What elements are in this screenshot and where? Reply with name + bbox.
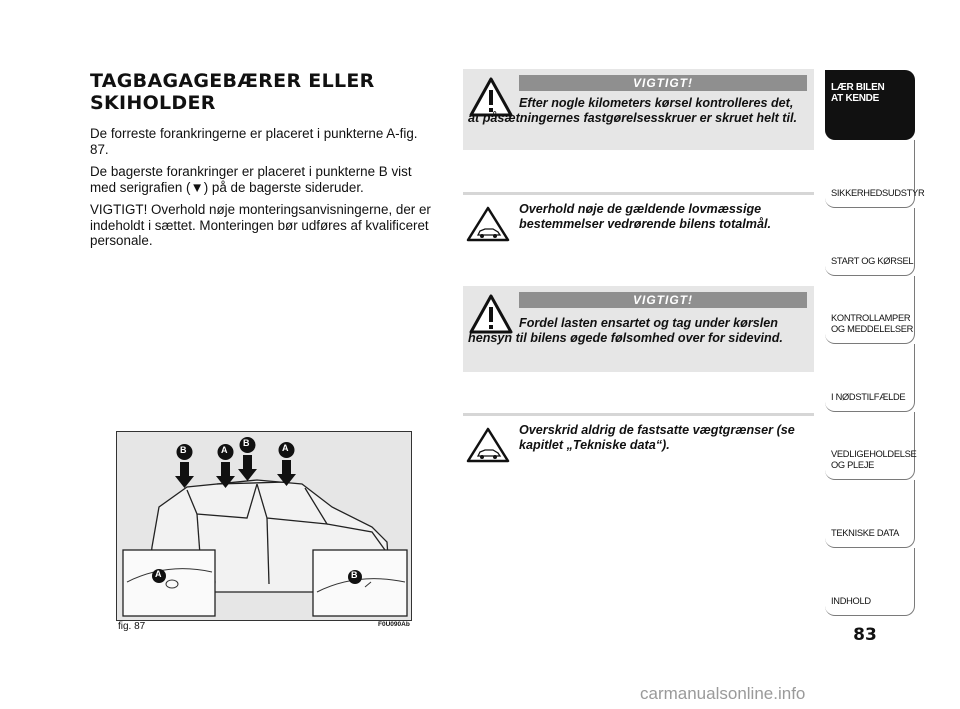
section-title — [90, 70, 430, 114]
divider — [463, 413, 814, 416]
note-2 — [463, 413, 814, 475]
figure-87 — [116, 431, 412, 621]
warning-text: Efter nogle kilometers kørsel kontrolleres det, at påsætningernes fastgørelsesskruer er skruet helt til. — [468, 96, 797, 125]
figure-caption: fig. 87 — [118, 621, 146, 632]
marker-a: A — [221, 445, 228, 455]
marker-b: B — [180, 445, 187, 455]
warning-box-1 — [463, 69, 814, 150]
paragraph: VIGTIGT! Overhold nøje monteringsanvisningerne, der er indeholdt i sættet. Monteringen bør udføres af kvalificeret personale. — [90, 202, 431, 248]
tab-i-nodstilfaelde[interactable] — [825, 344, 915, 412]
tab-vedligeholdelse[interactable] — [825, 412, 915, 480]
page-number: 83 — [853, 625, 877, 645]
tab-label: TEKNISKE DATA — [831, 528, 900, 538]
tab-start-og-korsel[interactable] — [825, 208, 915, 276]
inset-rear — [313, 550, 407, 616]
tab-kontrollamper[interactable] — [825, 276, 915, 344]
warning-label: VIGTIGT! — [519, 292, 807, 308]
tab-label: LÆR BILEN AT KENDE — [831, 82, 885, 104]
note-text: Overhold nøje de gældende lovmæssige bestemmelser vedrørende bilens totalmål. — [519, 202, 771, 231]
tab-indhold[interactable] — [825, 548, 915, 616]
markers — [177, 437, 295, 460]
tab-label: I NØDSTILFÆLDE — [831, 392, 906, 402]
car-note-icon — [466, 206, 510, 242]
tab-laer-bilen-at-kende[interactable] — [825, 70, 915, 140]
warning-label: VIGTIGT! — [519, 75, 807, 91]
tab-tekniske-data[interactable] — [825, 480, 915, 548]
title-line-1: TAGBAGAGEBÆRER ELLER — [90, 70, 375, 92]
chapter-tabs — [825, 70, 925, 618]
car-illustration — [117, 432, 411, 620]
paragraph: De forreste forankringerne er placeret i punkterne A-fig. 87. — [90, 126, 418, 157]
tab-label: SIKKERHEDSUDSTYR — [831, 188, 925, 198]
divider — [463, 192, 814, 195]
car-note-icon — [466, 427, 510, 463]
tab-label: VEDLIGEHOLDELSE OG PLEJE — [831, 449, 917, 470]
marker-a: A — [282, 443, 289, 453]
warning-box-2 — [463, 286, 814, 372]
note-text: Overskrid aldrig de fastsatte vægtgrænser (se kapitlet „Tekniske data“). — [519, 423, 795, 452]
marker-b: B — [351, 570, 358, 580]
marker-b: B — [243, 438, 250, 448]
watermark: carmanualsonline.info — [640, 684, 806, 703]
tab-label: START OG KØRSEL — [831, 256, 914, 266]
title-line-2: SKIHOLDER — [90, 92, 216, 114]
figure-code: F0U090Ab — [378, 621, 410, 628]
body-text — [90, 126, 435, 256]
inset-front — [123, 550, 215, 616]
paragraph: De bagerste forankringer er placeret i punkterne B vist med serigrafien (▼) på de bagerste sideruder. — [90, 164, 412, 195]
tab-sikkerhedsudstyr[interactable] — [825, 140, 925, 208]
warning-text: Fordel lasten ensartet og tag under kørslen hensyn til bilens øgede følsomhed over for sidevind. — [468, 316, 783, 345]
tab-label: INDHOLD — [831, 596, 871, 606]
marker-a: A — [155, 569, 162, 579]
note-1 — [463, 192, 814, 254]
tab-label: KONTROLLAMPER OG MEDDELELSER — [831, 313, 914, 334]
